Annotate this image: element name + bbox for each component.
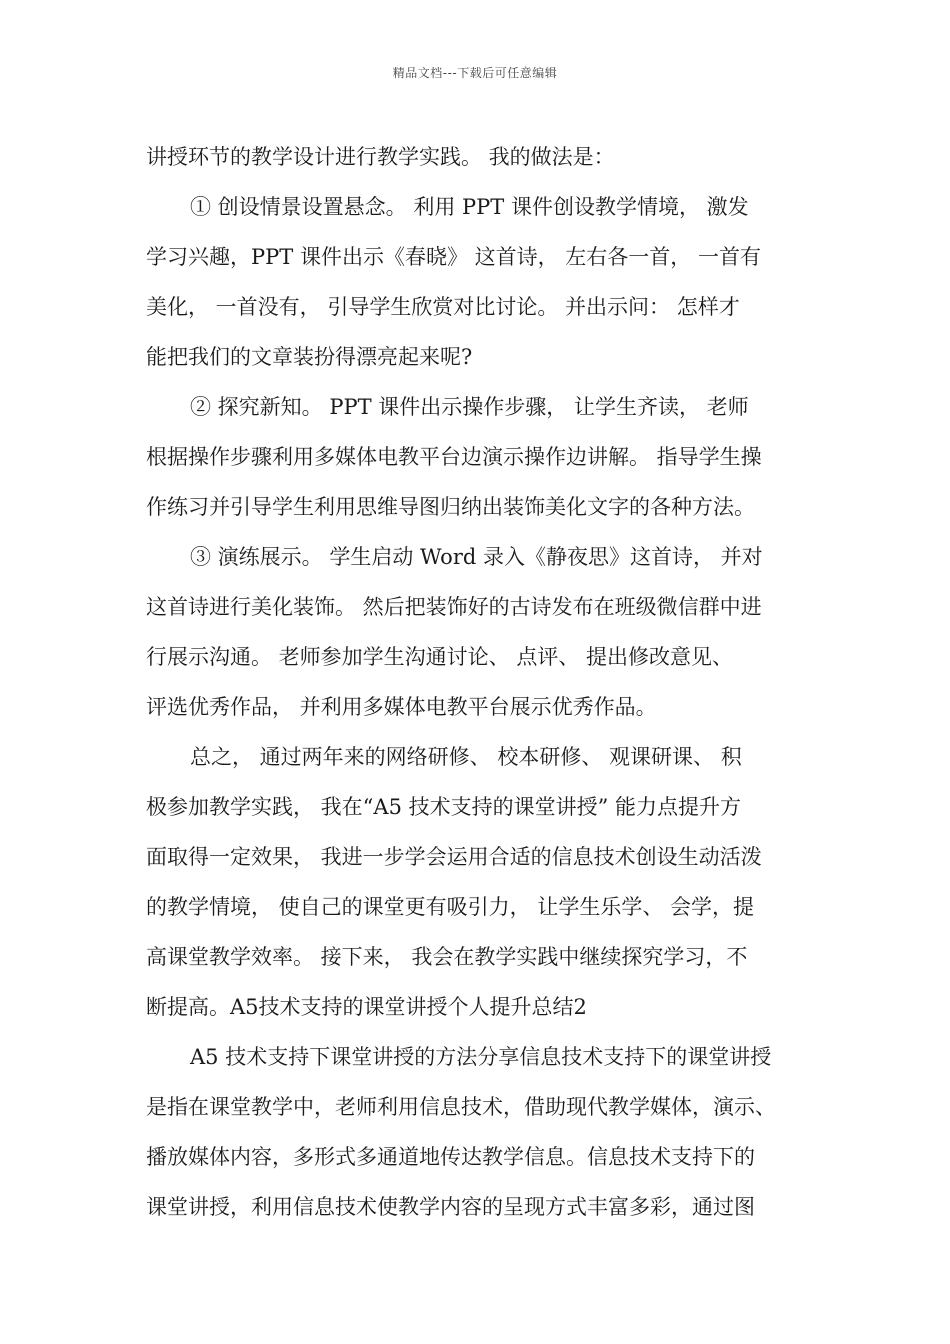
paragraph-first-line: ② 探究新知。 PPT 课件出示操作步骤， 让学生齐读， 老师: [190, 395, 749, 419]
text-line: 这首诗进行美化装饰。 然后把装饰好的古诗发布在班级微信群中进: [146, 595, 762, 619]
text-line: 作练习并引导学生利用思维导图归纳出装饰美化文字的各种方法。: [146, 495, 755, 519]
text-line: 讲授环节的教学设计进行教学实践。 我的做法是：: [146, 145, 615, 169]
text-line: 面取得一定效果， 我进一步学会运用合适的信息技术创设生动活泼: [146, 845, 762, 869]
text-line: 美化， 一首没有， 引导学生欣赏对比讨论。 并出示问： 怎样才: [146, 295, 740, 319]
text-line: 评选优秀作品， 并利用多媒体电教平台展示优秀作品。: [146, 695, 657, 719]
paragraph-first-line: ③ 演练展示。 学生启动 Word 录入《静夜思》这首诗， 并对: [190, 545, 763, 569]
text-line: 极参加教学实践， 我在“A5 技术支持的课堂讲授” 能力点提升方: [146, 795, 742, 819]
paragraph-first-line: ① 创设情景设置悬念。 利用 PPT 课件创设教学情境， 激发: [190, 195, 749, 219]
text-line: 播放媒体内容，多形式多通道地传达教学信息。信息技术支持下的: [146, 1145, 755, 1169]
paragraph-first-line: 总之， 通过两年来的网络研修、 校本研修、 观课研课、 积: [190, 745, 742, 769]
text-line: 根据操作步骤利用多媒体电教平台边演示操作边讲解。 指导学生操: [146, 445, 762, 469]
text-line: 断提高。A5技术支持的课堂讲授个人提升总结2: [146, 995, 587, 1019]
text-line: 课堂讲授，利用信息技术使教学内容的呈现方式丰富多彩，通过图: [146, 1195, 755, 1219]
text-line: 的教学情境， 使自己的课堂更有吸引力， 让学生乐学、 会学，提: [146, 895, 755, 919]
page-header: 精品文档---下载后可任意编辑: [392, 66, 558, 80]
text-line: 是指在课堂教学中，老师利用信息技术，借助现代教学媒体，演示、: [146, 1095, 776, 1119]
text-line: 能把我们的文章装扮得漂亮起来呢?: [146, 345, 473, 369]
paragraph-first-line: A5 技术支持下课堂讲授的方法分享信息技术支持下的课堂讲授: [190, 1045, 772, 1069]
text-line: 学习兴趣，PPT 课件出示《春晓》 这首诗， 左右各一首， 一首有: [146, 245, 761, 269]
text-line: 高课堂教学效率。 接下来， 我会在教学实践中继续探究学习，不: [146, 945, 748, 969]
document-body: [146, 132, 808, 1232]
text-line: 行展示沟通。 老师参加学生沟通讨论、 点评、 提出修改意见、: [146, 645, 734, 669]
